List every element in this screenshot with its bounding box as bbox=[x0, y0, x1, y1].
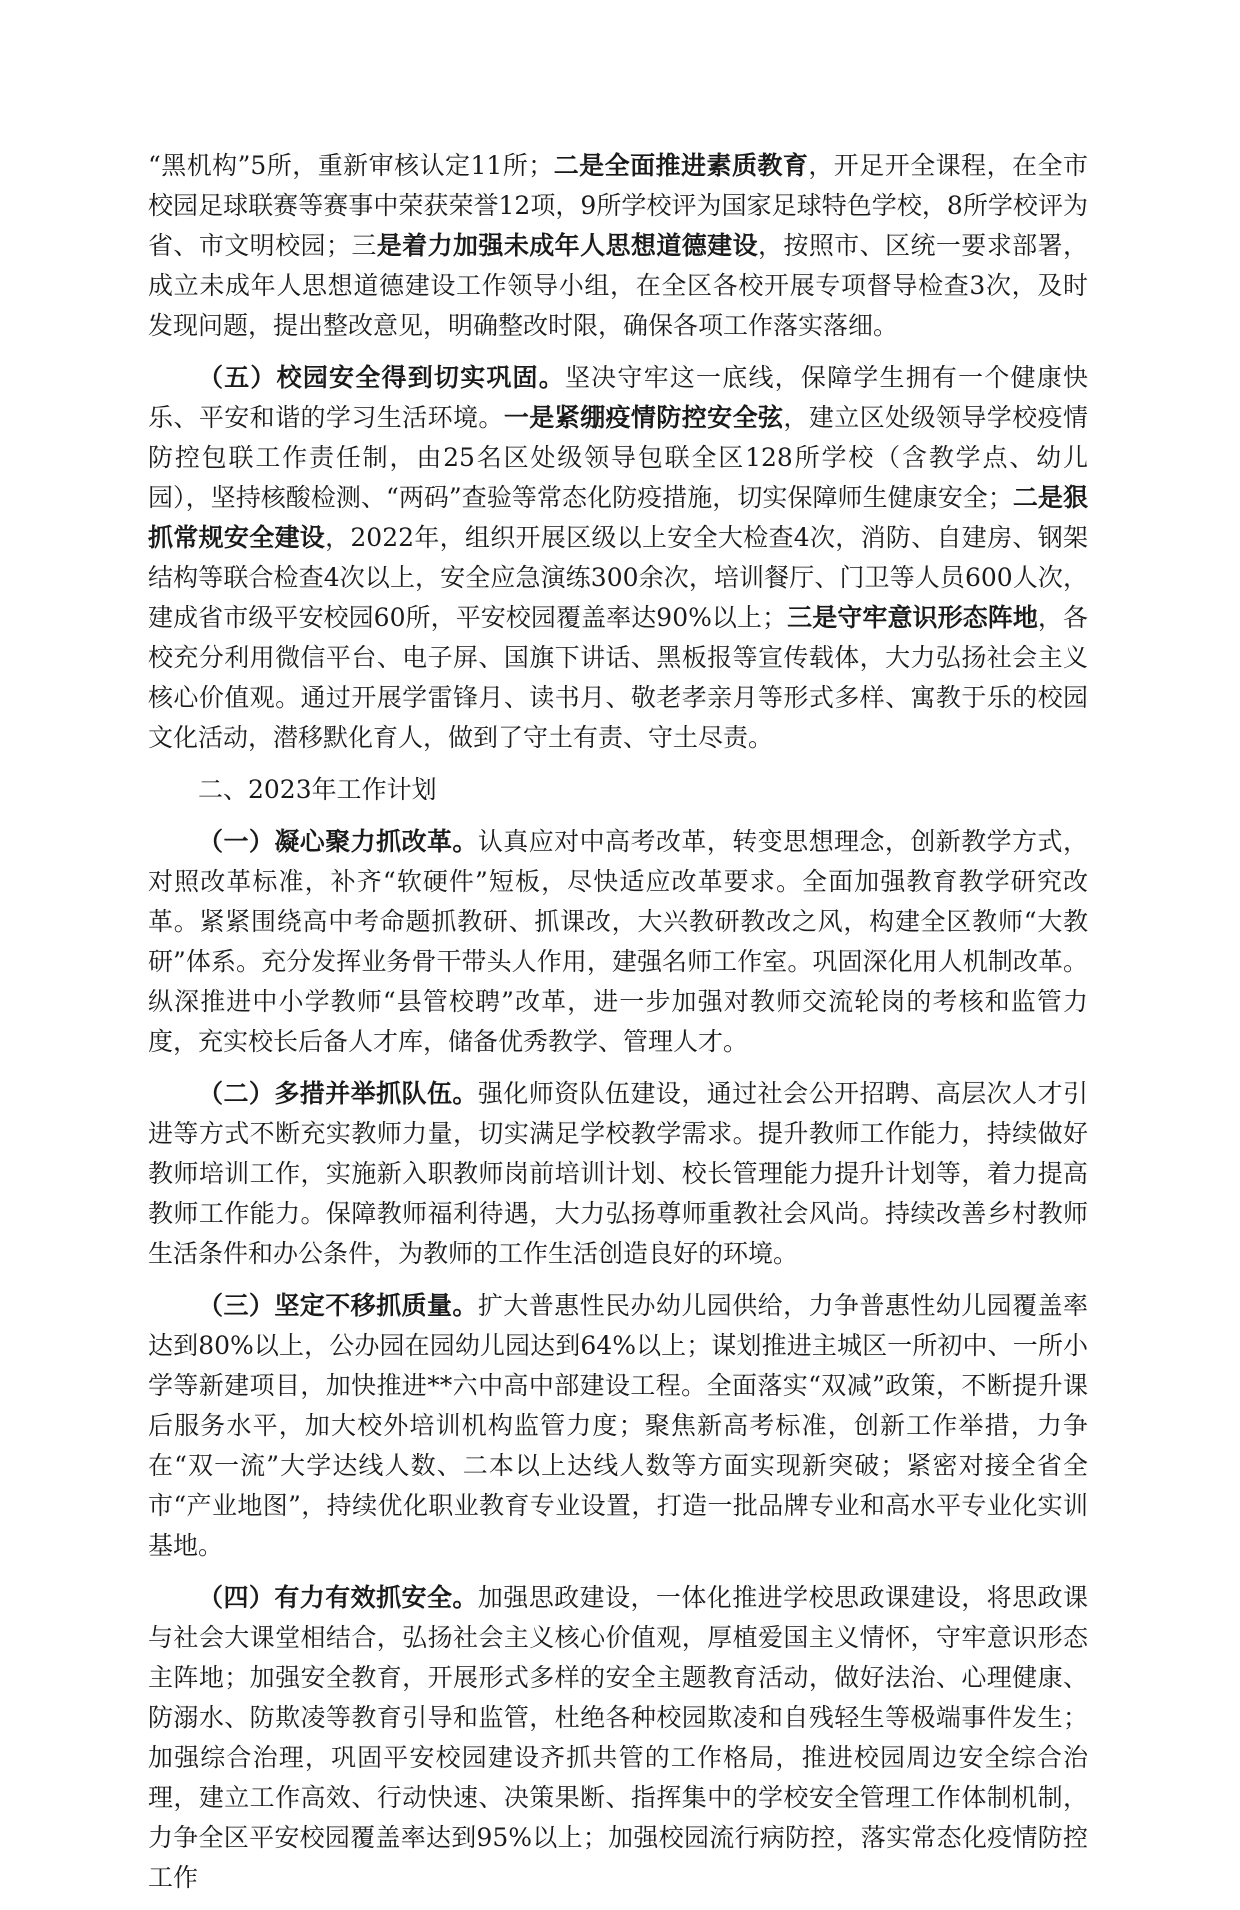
bold-run: 二是全面推进素质教育 bbox=[553, 151, 809, 180]
text-run: “黑机构”5所，重新审核认定11所； bbox=[148, 151, 554, 180]
section-heading-2023-plan bbox=[148, 770, 1088, 810]
text-run: ，按照市、区统一要求部署，成立未成年人思想道德建设工作领导小组，在全区各校开展专项督导检查3次，及时发现问题，提出整改意见，明确整改时限，确保各项工作落实落细。 bbox=[148, 231, 1088, 340]
bold-run: （一）凝心聚力抓改革。 bbox=[198, 827, 478, 856]
text-run: ，开足开全课程，在全市校园足球联赛等赛事中荣获荣誉12项，9所学校评为国家足球特色学校，8所学校评为省、市文明校园；三 bbox=[148, 151, 1088, 260]
text-run: 坚决守牢这一底线，保障学生拥有一个健康快乐、平安和谐的学习生活环境。 bbox=[148, 363, 1088, 432]
paragraph-campus-safety bbox=[148, 358, 1088, 758]
text-run: 加强思政建设，一体化推进学校思政课建设，将思政课与社会大课堂相结合，弘扬社会主义核心价值观，厚植爱国主义情怀，守牢意识形态主阵地；加强安全教育，开展形式多样的安全主题教育活动，做好法治、心理健康、防溺水、防欺凌等教育引导和监管，杜绝各种校园欺凌和自残轻生等极端事件发生；加强综合治理，巩固平安校园建设齐抓共管的工作格局，推进校园周边安全综合治理，建立工作高效、行动快速、决策果断、指挥集中的学校安全管理工作体制机制，力争全区平安校园覆盖率达到95%以上；加强校园流行病防控，落实常态化疫情防控工作 bbox=[148, 1583, 1088, 1892]
text-run: 扩大普惠性民办幼儿园供给，力争普惠性幼儿园覆盖率达到80%以上，公办园在园幼儿园达到64%以上；谋划推进主城区一所初中、一所小学等新建项目，加快推进**六中高中部建设工程。全面落实“双减”政策，不断提升课后服务水平，加大校外培训机构监管力度；聚焦新高考标准，创新工作举措，力争在“双一流”大学达线人数、二本以上达线人数等方面实现新突破；紧密对接全省全市“产业地图”，持续优化职业教育专业设置，打造一批品牌专业和高水平专业化实训基地。 bbox=[148, 1291, 1088, 1560]
paragraph-quality bbox=[148, 1286, 1088, 1566]
paragraph-reform bbox=[148, 822, 1088, 1062]
text-run: ，各校充分利用微信平台、电子屏、国旗下讲话、黑板报等宣传载体，大力弘扬社会主义核心价值观。通过开展学雷锋月、读书月、敬老孝亲月等形式多样、寓教于乐的校园文化活动，潜移默化育人，做到了守土有责、守土尽责。 bbox=[148, 603, 1088, 752]
bold-run: 是着力加强未成年人思想道德建设 bbox=[376, 231, 758, 260]
bold-run: 一是紧绷疫情防控安全弦 bbox=[503, 403, 784, 432]
text-run: 二、2023年工作计划 bbox=[198, 775, 437, 804]
bold-run: 三是守牢意识形态阵地 bbox=[787, 603, 1038, 632]
bold-run: 二是狠抓常规安全建设 bbox=[148, 483, 1088, 552]
bold-run: （五）校园安全得到切实巩固。 bbox=[198, 363, 565, 392]
text-run: ，建立区处级领导学校疫情防控包联工作责任制，由25名区处级领导包联全区128所学校（含教学点、幼儿园），坚持核酸检测、“两码”查验等常态化防疫措施，切实保障师生健康安全； bbox=[148, 403, 1088, 512]
text-run: 认真应对中高考改革，转变思想理念，创新教学方式，对照改革标准，补齐“软硬件”短板，尽快适应改革要求。全面加强教育教学研究改革。紧紧围绕高中考命题抓教研、抓课改，大兴教研教改之风，构建全区教师“大教研”体系。充分发挥业务骨干带头人作用，建强名师工作室。巩固深化用人机制改革。纵深推进中小学教师“县管校聘”改革，进一步加强对教师交流轮岗的考核和监管力度，充实校长后备人才库，储备优秀教学、管理人才。 bbox=[148, 827, 1088, 1056]
document-page bbox=[148, 146, 1088, 1910]
bold-run: （二）多措并举抓队伍。 bbox=[198, 1079, 478, 1108]
bold-run: （四）有力有效抓安全。 bbox=[198, 1583, 478, 1612]
bold-run: （三）坚定不移抓质量。 bbox=[198, 1291, 478, 1320]
paragraph-quality-education bbox=[148, 146, 1088, 346]
paragraph-safety-plan bbox=[148, 1578, 1088, 1898]
text-run: ，2022年，组织开展区级以上安全大检查4次，消防、自建房、钢架结构等联合检查4次以上，安全应急演练300余次，培训餐厅、门卫等人员600人次，建成省市级平安校园60所，平安校园覆盖率达90%以上； bbox=[148, 523, 1088, 632]
paragraph-teaching-staff bbox=[148, 1074, 1088, 1274]
text-run: 强化师资队伍建设，通过社会公开招聘、高层次人才引进等方式不断充实教师力量，切实满足学校教学需求。提升教师工作能力，持续做好教师培训工作，实施新入职教师岗前培训计划、校长管理能力提升计划等，着力提高教师工作能力。保障教师福利待遇，大力弘扬尊师重教社会风尚。持续改善乡村教师生活条件和办公条件，为教师的工作生活创造良好的环境。 bbox=[148, 1079, 1088, 1268]
